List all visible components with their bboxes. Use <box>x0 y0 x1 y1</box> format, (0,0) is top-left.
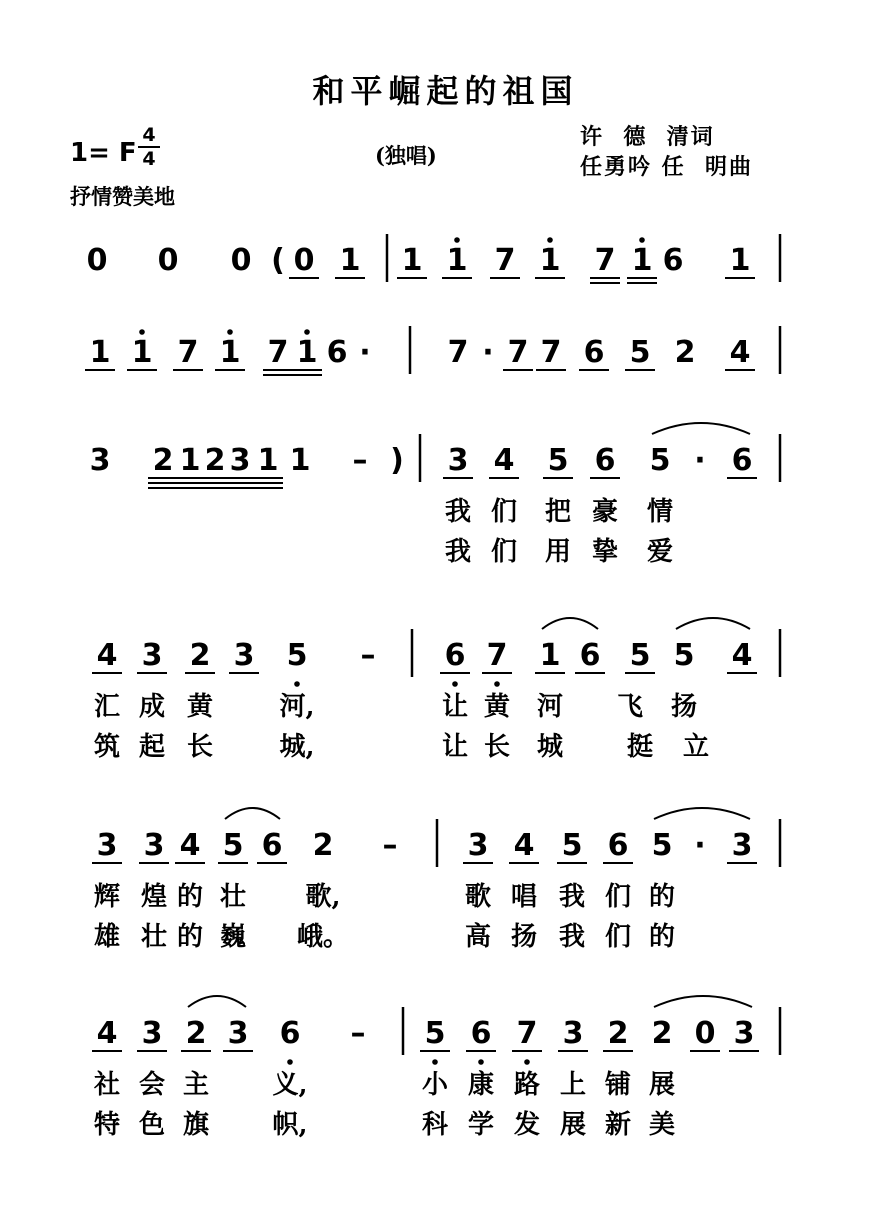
high-octave-dot <box>227 329 233 335</box>
lyric-syllable: 扬 <box>510 922 538 952</box>
high-octave-dot <box>139 329 145 335</box>
lyric-syllable: 辉 <box>93 882 121 912</box>
note: 1 <box>131 335 153 370</box>
lyric-syllable: 情 <box>646 497 674 527</box>
lyric-syllable: 发 <box>513 1110 541 1140</box>
note: 3 <box>731 828 753 863</box>
note: 2 <box>651 1016 673 1051</box>
lyric-syllable: 我 <box>444 497 472 527</box>
lyric-syllable: 立 <box>682 732 710 762</box>
slur-arc <box>188 996 246 1007</box>
note: 3 <box>233 638 255 673</box>
lyric-syllable: 的 <box>176 882 204 912</box>
lyric-syllable: 帜, <box>272 1110 308 1140</box>
note: 0 <box>230 243 252 278</box>
note: 7 <box>177 335 199 370</box>
low-octave-dot <box>452 681 458 687</box>
note: 3 <box>229 443 251 478</box>
note: 1 <box>446 243 468 278</box>
slur-arc <box>652 423 750 434</box>
note: 6 <box>444 638 466 673</box>
lyric-syllable: 主 <box>182 1070 210 1100</box>
notation-symbol: ) <box>390 443 404 478</box>
note: 3 <box>141 1016 163 1051</box>
notation-symbol: – <box>350 1016 366 1051</box>
note: 2 <box>185 1016 207 1051</box>
note: 2 <box>204 443 226 478</box>
note: 6 <box>470 1016 492 1051</box>
note: 3 <box>141 638 163 673</box>
note: 6 <box>607 828 629 863</box>
note: 3 <box>89 443 111 478</box>
lyric-syllable: 长 <box>186 732 214 762</box>
note: 5 <box>649 443 671 478</box>
lyric-syllable: 让 <box>441 732 469 762</box>
slur-arc <box>225 808 280 819</box>
note: 4 <box>179 828 201 863</box>
note: 7 <box>594 243 616 278</box>
note: 1 <box>179 443 201 478</box>
note: 4 <box>731 638 753 673</box>
note: 5 <box>629 638 651 673</box>
lyric-syllable: 义, <box>272 1070 308 1100</box>
lyric-syllable: 壮 <box>219 882 247 912</box>
key-signature: 1= F <box>70 138 137 168</box>
note: 2 <box>674 335 696 370</box>
lyric-syllable: 我 <box>558 922 586 952</box>
note: 5 <box>651 828 673 863</box>
low-octave-dot <box>432 1059 438 1065</box>
note: 5 <box>547 443 569 478</box>
note: 6 <box>326 335 348 370</box>
notation-symbol: – <box>382 828 398 863</box>
note: 2 <box>189 638 211 673</box>
note: 3 <box>447 443 469 478</box>
lyric-syllable: 黄 <box>186 692 214 722</box>
expression-marking: 抒情赞美地 <box>70 185 175 209</box>
notation-symbol: · <box>694 828 706 863</box>
lyric-syllable: 河 <box>536 692 564 722</box>
note: 0 <box>293 243 315 278</box>
lyric-syllable: 歌 <box>464 882 492 912</box>
note: 1 <box>539 243 561 278</box>
song-title: 和平崛起的祖国 <box>312 72 579 110</box>
note: 1 <box>339 243 361 278</box>
note: 5 <box>561 828 583 863</box>
lyric-syllable: 色 <box>138 1110 166 1140</box>
lyric-syllable: 豪 <box>591 497 619 527</box>
slur-arc <box>676 618 750 629</box>
note: 4 <box>729 335 751 370</box>
note: 1 <box>631 243 653 278</box>
lyric-syllable: 我 <box>444 537 472 567</box>
lyric-syllable: 河, <box>279 692 315 722</box>
lyric-syllable: 筑 <box>93 732 121 762</box>
slur-arc <box>654 808 750 819</box>
note: 7 <box>494 243 516 278</box>
note: 3 <box>733 1016 755 1051</box>
note: 7 <box>267 335 289 370</box>
high-octave-dot <box>639 237 645 243</box>
lyric-syllable: 巍 <box>219 922 247 952</box>
slur-arc <box>542 618 598 629</box>
note: 4 <box>96 1016 118 1051</box>
note: 5 <box>629 335 651 370</box>
note: 5 <box>673 638 695 673</box>
lyric-syllable: 们 <box>604 922 632 952</box>
lyric-syllable: 社 <box>93 1070 121 1100</box>
note: 3 <box>143 828 165 863</box>
lyric-syllable: 壮 <box>140 922 168 952</box>
note: 7 <box>516 1016 538 1051</box>
note: 3 <box>96 828 118 863</box>
lyric-syllable: 唱 <box>510 882 538 912</box>
lyric-syllable: 的 <box>648 882 676 912</box>
note: 2 <box>312 828 334 863</box>
notation-symbol: – <box>352 443 368 478</box>
lyric-syllable: 新 <box>604 1110 632 1140</box>
note: 5 <box>286 638 308 673</box>
lyric-syllable: 展 <box>648 1070 676 1100</box>
high-octave-dot <box>547 237 553 243</box>
time-signature-top: 4 <box>142 124 156 146</box>
lyric-syllable: 长 <box>483 732 511 762</box>
note: 0 <box>86 243 108 278</box>
note: 6 <box>279 1016 301 1051</box>
note: 2 <box>607 1016 629 1051</box>
time-signature-bottom: 4 <box>142 148 156 170</box>
low-octave-dot <box>294 681 300 687</box>
lyric-syllable: 城 <box>536 732 564 762</box>
note: 3 <box>467 828 489 863</box>
notation-symbol: – <box>360 638 376 673</box>
lyric-syllable: 路 <box>513 1070 541 1100</box>
composer-credit: 任勇吟 任 明曲 <box>580 154 753 180</box>
note: 1 <box>539 638 561 673</box>
note: 7 <box>486 638 508 673</box>
note: 5 <box>222 828 244 863</box>
lyric-syllable: 美 <box>648 1110 676 1140</box>
note: 0 <box>157 243 179 278</box>
low-octave-dot <box>524 1059 530 1065</box>
note: 7 <box>507 335 529 370</box>
lyric-syllable: 们 <box>604 882 632 912</box>
lyric-syllable: 我 <box>558 882 586 912</box>
lyric-syllable: 挺 <box>626 732 654 762</box>
note: 3 <box>227 1016 249 1051</box>
lyric-syllable: 学 <box>467 1110 495 1140</box>
note: 6 <box>662 243 684 278</box>
lyric-syllable: 的 <box>648 922 676 952</box>
lyric-syllable: 科 <box>421 1110 449 1140</box>
note: 4 <box>96 638 118 673</box>
lyric-syllable: 特 <box>93 1110 121 1140</box>
lyric-syllable: 成 <box>138 692 166 722</box>
note: 1 <box>219 335 241 370</box>
notation-symbol: · <box>694 443 706 478</box>
notation-symbol: ( <box>271 243 285 278</box>
lyric-syllable: 上 <box>559 1070 587 1100</box>
low-octave-dot <box>287 1059 293 1065</box>
high-octave-dot <box>454 237 460 243</box>
note: 7 <box>540 335 562 370</box>
note: 0 <box>694 1016 716 1051</box>
low-octave-dot <box>478 1059 484 1065</box>
note: 1 <box>729 243 751 278</box>
lyric-syllable: 爱 <box>646 537 674 567</box>
lyric-syllable: 让 <box>441 692 469 722</box>
low-octave-dot <box>494 681 500 687</box>
lyric-syllable: 展 <box>559 1110 587 1140</box>
lyric-syllable: 把 <box>544 497 572 527</box>
note: 1 <box>289 443 311 478</box>
performance-marking: (独唱) <box>375 143 437 168</box>
lyric-syllable: 的 <box>176 922 204 952</box>
lyric-syllable: 城, <box>279 732 315 762</box>
lyric-syllable: 扬 <box>670 692 698 722</box>
lyric-syllable: 小 <box>421 1070 449 1100</box>
lyric-syllable: 们 <box>490 497 518 527</box>
lyric-syllable: 雄 <box>93 922 121 952</box>
note: 2 <box>152 443 174 478</box>
note: 6 <box>594 443 616 478</box>
lyric-syllable: 旗 <box>182 1110 210 1140</box>
lyric-syllable: 煌 <box>140 882 168 912</box>
slur-arc <box>654 996 752 1007</box>
lyric-syllable: 峨。 <box>296 922 350 952</box>
note: 1 <box>257 443 279 478</box>
note: 7 <box>447 335 469 370</box>
note: 6 <box>731 443 753 478</box>
note: 6 <box>579 638 601 673</box>
lyric-syllable: 用 <box>544 537 572 567</box>
lyric-syllable: 挚 <box>591 537 619 567</box>
lyric-syllable: 铺 <box>604 1070 632 1100</box>
note: 3 <box>562 1016 584 1051</box>
lyric-syllable: 们 <box>490 537 518 567</box>
lyric-syllable: 高 <box>464 922 492 952</box>
lyric-syllable: 汇 <box>93 692 121 722</box>
note: 6 <box>261 828 283 863</box>
lyric-syllable: 黄 <box>483 692 511 722</box>
note: 1 <box>401 243 423 278</box>
notation-symbol: · <box>482 335 494 370</box>
note: 1 <box>89 335 111 370</box>
lyric-syllable: 康 <box>467 1070 495 1100</box>
lyric-syllable: 歌, <box>305 882 341 912</box>
notation-symbol: · <box>359 335 371 370</box>
note: 6 <box>583 335 605 370</box>
lyric-syllable: 起 <box>138 732 166 762</box>
high-octave-dot <box>304 329 310 335</box>
note: 1 <box>296 335 318 370</box>
lyric-syllable: 飞 <box>616 692 644 722</box>
note: 4 <box>493 443 515 478</box>
lyric-syllable: 会 <box>138 1070 166 1100</box>
lyricist-credit: 许 德 清词 <box>580 124 715 150</box>
note: 5 <box>424 1016 446 1051</box>
note: 4 <box>513 828 535 863</box>
